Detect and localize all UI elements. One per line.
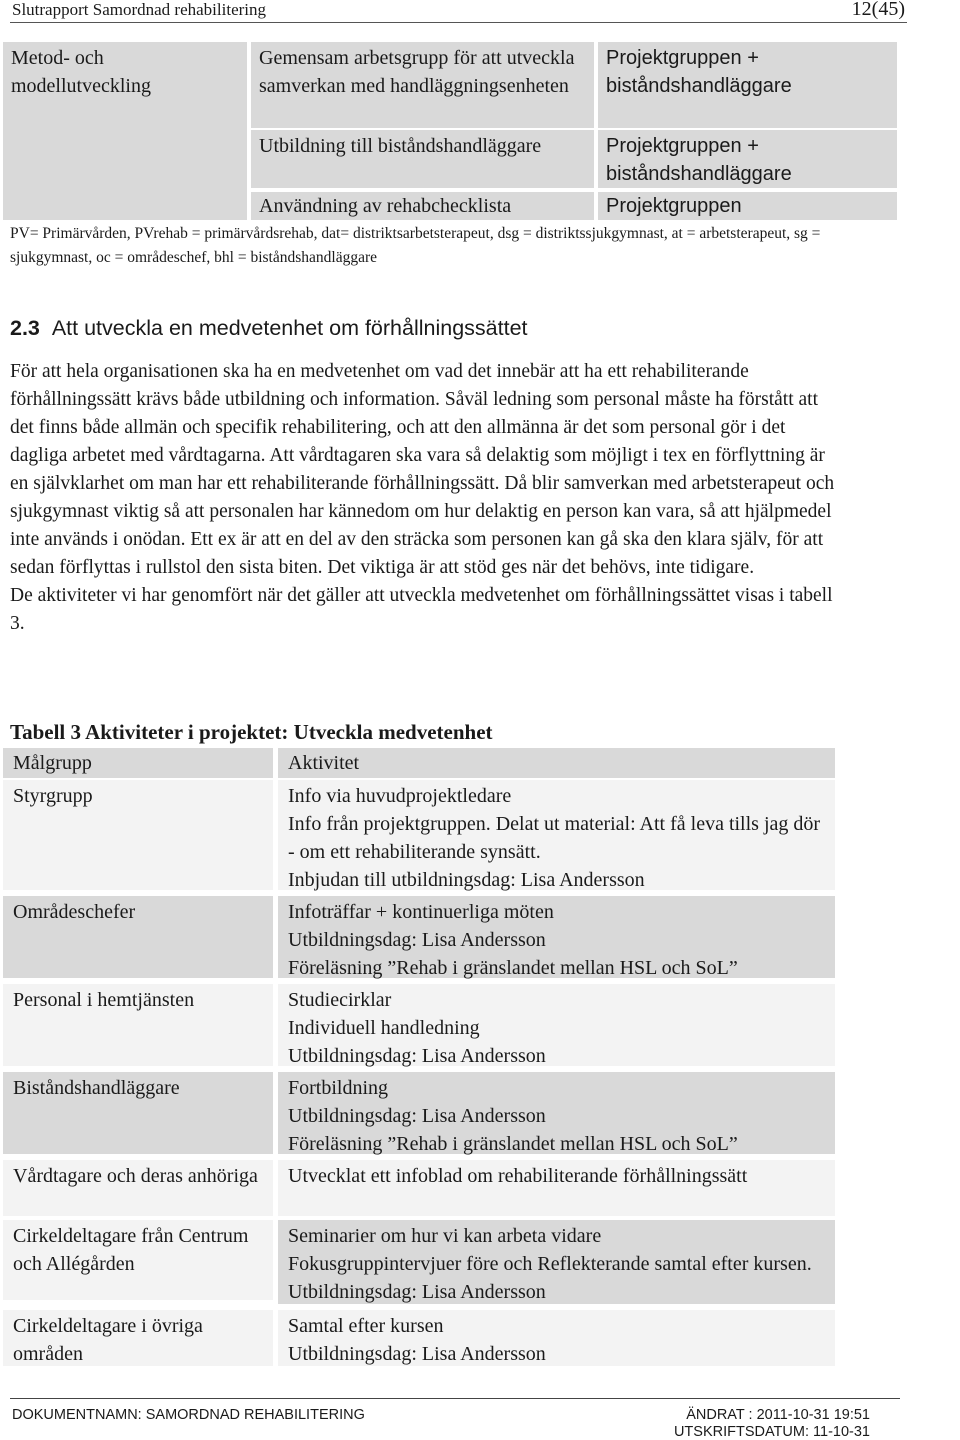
methods-activity-2 [251,130,594,188]
methods-category: Metod- och modellutveckling [11,47,151,97]
activity-line: Info via huvudprojektledare [288,785,512,807]
activity-line: Seminarier om hur vi kan arbeta vidare [288,1225,602,1247]
group-text: Områdeschefer [13,901,136,923]
methods-category-cell [3,42,247,220]
activity-line: Fokusgruppintervjuer före och Reflekterande samtal efter kursen. Utbildningsdag: Lisa Andersson [288,1253,812,1303]
activity-line: Individuell handledning [288,1017,480,1039]
activity-text: Gemensam arbetsgrupp för att utveckla samverkan med handläggningsenheten [259,47,575,97]
methods-responsible-1 [598,42,897,128]
section-title: Att utveckla en medvetenhet om förhållningssättet [51,316,528,340]
group-text: Styrgrupp [13,785,93,807]
methods-activity-1 [251,42,594,128]
header-target-group: Målgrupp [3,748,273,778]
methods-responsible-2 [598,130,897,188]
table-row-2-activities [278,896,835,978]
footer-print-date: UTSKRIFTSDATUM: 11-10-31 [673,1424,870,1440]
header-activity: Aktivitet [278,748,835,778]
activity-line: Föreläsning ”Rehab i gränslandet mellan HSL och SoL” [288,957,738,979]
table-row-7-group [3,1310,273,1366]
activity-line: Info från projektgruppen. Delat ut material: Att få leva tills jag dör - om ett rehabiliterande synsätt. [288,813,821,863]
group-text: Cirkeldeltagare i övriga områden [13,1315,203,1365]
activity-line: Föreläsning ”Rehab i gränslandet mellan HSL och SoL” [288,1133,738,1155]
responsible-text: Projektgruppen + biståndshandläggare [606,135,792,185]
table-row-1-group [3,780,273,890]
page-number: 12(45) [851,0,905,20]
activity-line: Utbildningsdag: Lisa Andersson [288,1343,546,1365]
activity-line: Utbildningsdag: Lisa Andersson [288,1045,546,1067]
table-row-4-group [3,1072,273,1154]
activity-line: Fortbildning [288,1077,389,1099]
abbreviations-note: PV= Primärvården, PVrehab = primärvårdsrehab, dat= distriktsarbetsterapeut, dsg = distriktssjukgymnast, at = arbetsterapeut, sg = sjukgymnast, oc = områdeschef, bhl = biståndshandläggare [10,225,821,266]
table-row-6-activities [278,1220,835,1304]
paragraph-2: De aktiviteter vi har genomfört när det gäller att utveckla medvetenhet om förhållningssättet visas i tabell 3. [10,585,833,634]
activity-line: Studiecirklar [288,989,392,1011]
page-footer [10,1398,900,1440]
table-row-7-activities [278,1310,835,1366]
methods-responsible-3 [598,192,897,220]
section-heading [10,316,528,341]
activity-line: Utbildningsdag: Lisa Andersson [288,929,546,951]
table-row-3-group [3,984,273,1066]
activity-line: Utvecklat ett infoblad om rehabiliterande förhållningssätt [288,1165,748,1187]
table-row-4-activities [278,1072,835,1154]
group-text: Personal i hemtjänsten [13,989,195,1011]
table-row-5-group [3,1160,273,1216]
activity-line: Inbjudan till utbildningsdag: Lisa Andersson [288,869,645,891]
table-caption: Tabell 3 Aktiviteter i projektet: Utveckla medvetenhet [10,720,493,744]
group-text: Biståndshandläggare [13,1077,180,1099]
table-row-1-activities [278,780,835,890]
group-text: Cirkeldeltagare från Centrum och Allégården [13,1225,249,1275]
activity-text: Utbildning till biståndshandläggare [259,135,542,157]
group-text: Vårdtagare och deras anhöriga [13,1165,258,1187]
footer-document-name: DOKUMENTNAMN: SAMORDNAD REHABILITERING [12,1407,365,1423]
activity-line: Utbildningsdag: Lisa Andersson [288,1105,546,1127]
paragraph-1: För att hela organisationen ska ha en medvetenhet om vad det innebär att ha ett rehabiliterande förhållningssätt krävs både utbildning och information. Såväl ledning som personal måste ha förstått att det finns både allmän och specifik rehabilitering, och att den allmänna är det som personal gör i det dagliga arbetet med vårdtagarna. Att vårdtagaren ska vara så delaktig som möjligt i tex en förflyttning är en självklarhet om man har ett rehabiliterande förhållningssätt. Då blir samverkan med arbetsterapeut och sjukgymnast viktig så att personalen har kännedom om hur delaktig en person kan vara, så att hjälpmedel inte används i onödan. Ett ex är att en del av den sträcka som personen kan gå ska den klara själv, för att sedan förflyttas i rullstol den sista biten. Det viktiga är att stöd ges när det behövs, inte tidigare. [10,361,835,578]
responsible-text: Projektgruppen + biståndshandläggare [606,47,792,97]
document-title: Slutrapport Samordnad rehabilitering [12,0,266,19]
body-text [10,358,845,638]
activity-text: Användning av rehabchecklista [259,195,512,217]
activity-line: Infoträffar + kontinuerliga möten [288,901,554,923]
responsible-text: Projektgruppen [606,195,742,217]
page-header [10,0,907,23]
table-row-3-activities [278,984,835,1066]
table-row-2-group [3,896,273,978]
section-number: 2.3 [10,316,40,340]
table-row-5-activities [278,1160,835,1216]
activity-line: Samtal efter kursen [288,1315,444,1337]
footer-changed-date: ÄNDRAT : 2011-10-31 19:51 [686,1407,870,1423]
methods-activity-3 [251,192,594,220]
table-row-6-group [3,1220,273,1300]
